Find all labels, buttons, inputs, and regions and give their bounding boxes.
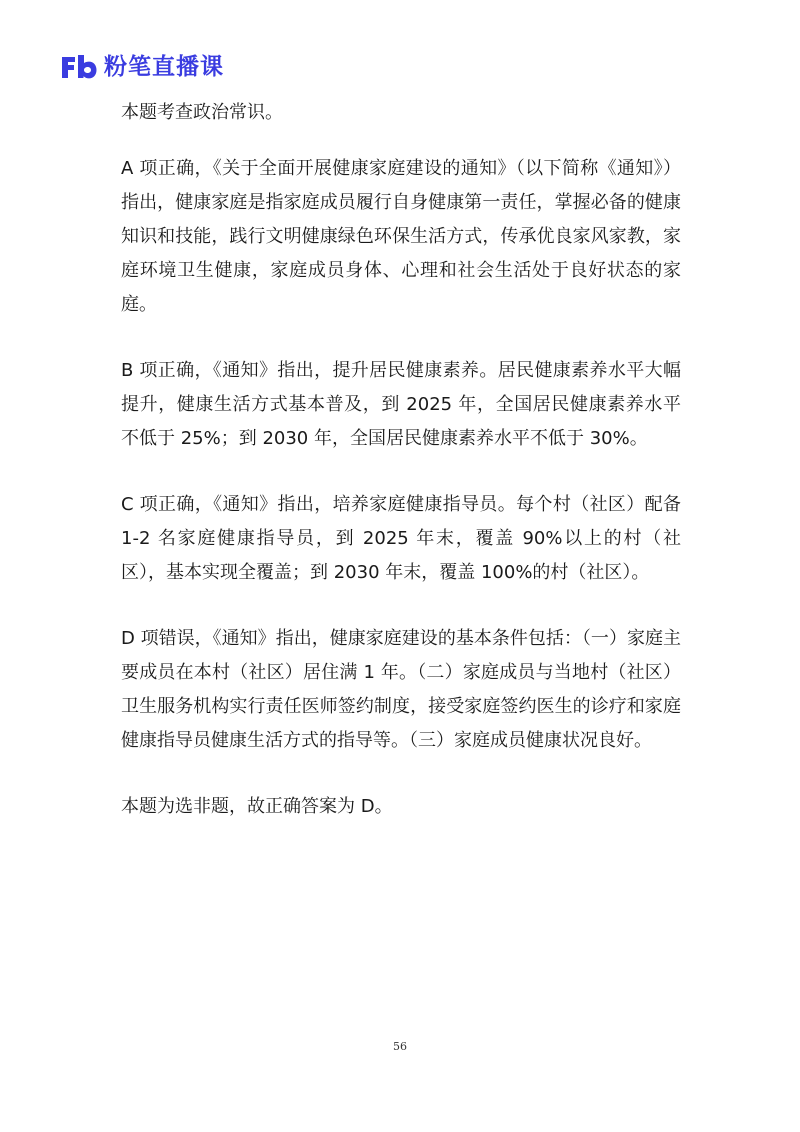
answer-explanation (121, 96, 681, 856)
fenbi-logo-icon (58, 52, 98, 82)
option-c-paragraph: C 项正确，《通知》指出，培养家庭健康指导员。每个村（社区）配备 1-2 名家庭健康指导员，到 2025 年末，覆盖 90%以上的村（社区），基本实现全覆盖；到 2030 年末，覆盖 100%的村（社区）。 (121, 494, 681, 583)
option-d-paragraph: D 项错误，《通知》指出，健康家庭建设的基本条件包括：（一）家庭主要成员在本村（社区）居住满 1 年。（二）家庭成员与当地村（社区）卫生服务机构实行责任医师签约制度，接受家庭签约医生的诊疗和家庭健康指导员健康生活方式的指导等。（三）家庭成员健康状况良好。 (121, 628, 681, 751)
option-b-paragraph: B 项正确，《通知》指出，提升居民健康素养。居民健康素养水平大幅提升，健康生活方式基本普及，到 2025 年，全国居民健康素养水平不低于 25%；到 2030 年，全国居民健康素养水平不低于 30%。 (121, 360, 681, 449)
page-header (58, 50, 224, 84)
option-a-paragraph: A 项正确，《关于全面开展健康家庭建设的通知》（以下简称《通知》）指出，健康家庭是指家庭成员履行自身健康第一责任，掌握必备的健康知识和技能，践行文明健康绿色环保生活方式，传承优良家风家教，家庭环境卫生健康，家庭成员身体、心理和社会生活处于良好状态的家庭。 (121, 158, 681, 315)
conclusion-paragraph: 本题为选非题，故正确答案为 D。 (121, 796, 393, 817)
page-number: 56 (393, 1040, 407, 1053)
intro-paragraph: 本题考查政治常识。 (121, 102, 283, 123)
brand-name: 粉笔直播课 (104, 54, 224, 80)
